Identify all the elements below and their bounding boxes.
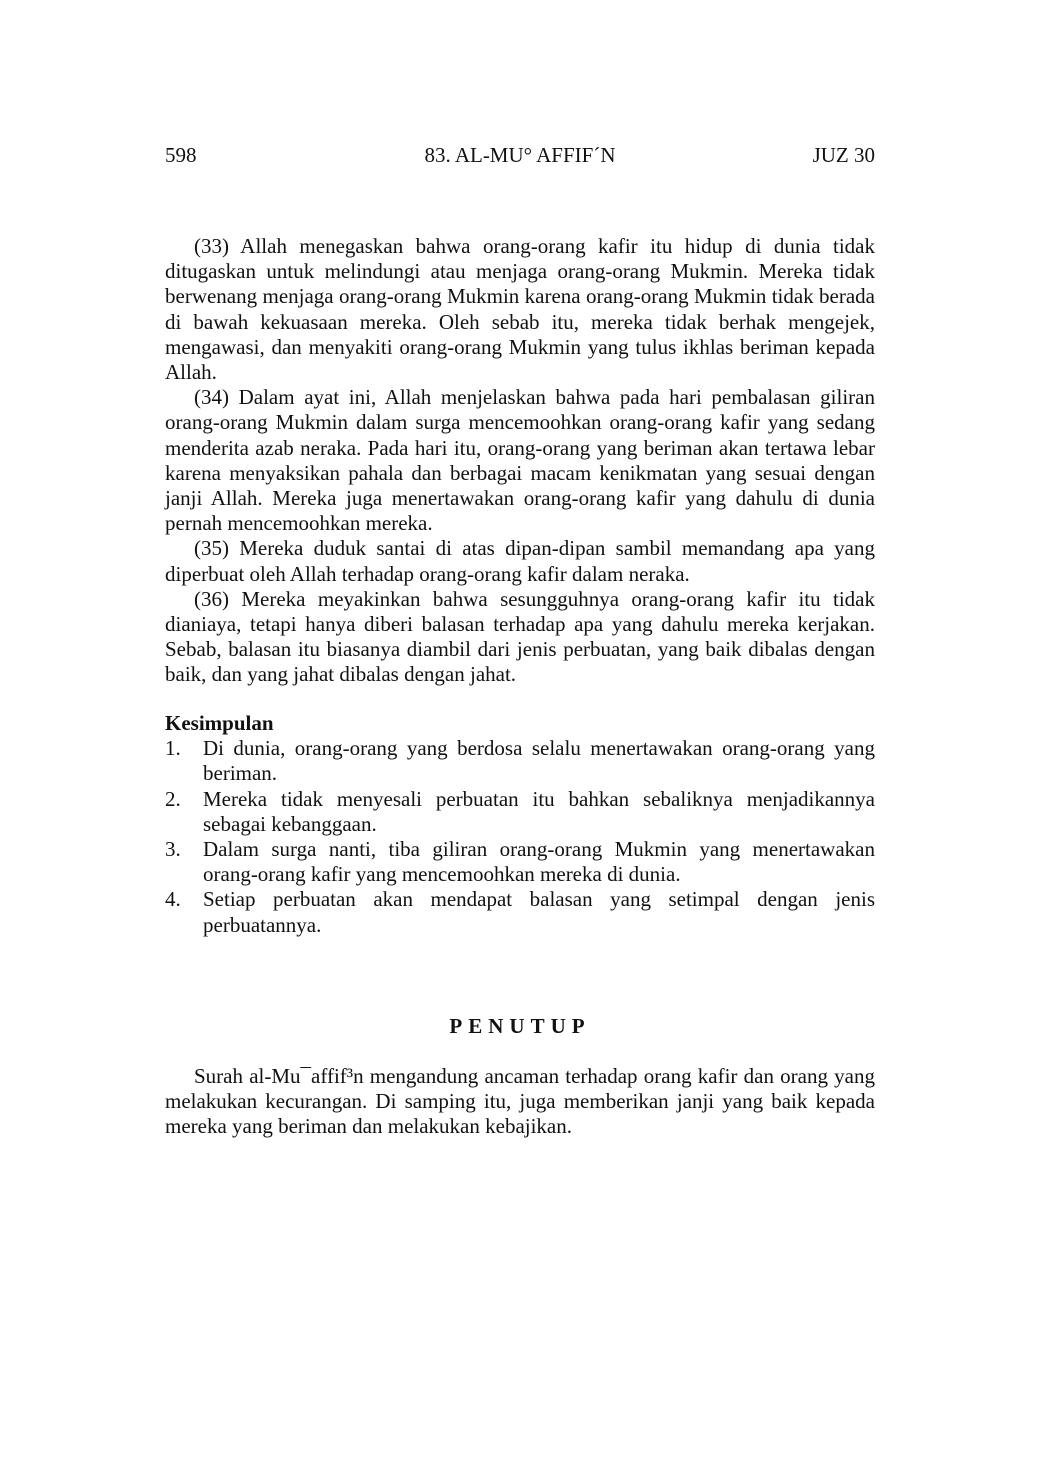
paragraph-36: (36) Mereka meyakinkan bahwa sesungguhnya orang-orang kafir itu tidak dianiaya, tetapi hanya diberi balasan terhadap apa yang dahulu mereka kerjakan. Sebab, balasan itu biasanya diambil dari jenis perbuatan, yang baik dibalas dengan baik, dan yang jahat dibalas dengan jahat. — [165, 586, 875, 687]
closing-heading: PENUTUP — [449, 1014, 591, 1038]
item-number: 2. — [165, 786, 181, 811]
conclusion-item — [165, 837, 875, 887]
conclusion-heading: Kesimpulan — [165, 711, 274, 735]
paragraph-35: (35) Mereka duduk santai di atas dipan-dipan sambil memandang apa yang diperbuat oleh Allah terhadap orang-orang kafir dalam neraka. — [165, 536, 875, 586]
item-text: Dalam surga nanti, tiba giliran orang-orang Mukmin yang menertawakan orang-orang kafir yang mencemoohkan mereka di dunia. — [203, 837, 875, 887]
juz-label: JUZ 30 — [812, 143, 875, 167]
closing-paragraph: Surah al-Mu¯affif³n mengandung ancaman terhadap orang kafir dan orang yang melakukan kecurangan. Di samping itu, juga memberikan janji yang baik kepada mereka yang beriman dan melakukan kebajikan. — [165, 1064, 875, 1139]
chapter-title: 83. AL-MU° AFFIF´N — [424, 143, 616, 167]
conclusion-item — [165, 887, 875, 937]
item-number: 4. — [165, 887, 181, 912]
item-text: Di dunia, orang-orang yang berdosa selalu menertawakan orang-orang yang beriman. — [203, 736, 875, 786]
conclusion-list — [165, 736, 875, 938]
page-number: 598 — [165, 143, 197, 167]
item-text: Setiap perbuatan akan mendapat balasan yang setimpal dengan jenis perbuatannya. — [203, 887, 875, 937]
conclusion-item — [165, 736, 875, 786]
item-number: 1. — [165, 736, 181, 761]
item-number: 3. — [165, 837, 181, 862]
closing-section — [165, 1064, 875, 1140]
paragraph-33: (33) Allah menegaskan bahwa orang-orang kafir itu hidup di dunia tidak ditugaskan untuk melindungi atau menjaga orang-orang Mukmin. Mereka tidak berwenang menjaga orang-orang Mukmin karena orang-orang Mukmin tidak berada di bawah kekuasaan mereka. Oleh sebab itu, mereka tidak berhak mengejek, mengawasi, dan menyakiti orang-orang Mukmin yang tulus ikhlas beriman kepada Allah. — [165, 234, 875, 385]
page-header — [165, 143, 875, 173]
paragraph-34: (34) Dalam ayat ini, Allah menjelaskan bahwa pada hari pembalasan giliran orang-orang Mukmin dalam surga mencemoohkan orang-orang kafir yang sedang menderita azab neraka. Pada hari itu, orang-orang yang beriman akan tertawa lebar karena menyaksikan pahala dan berbagai macam kenikmatan yang sesuai dengan janji Allah. Mereka juga menertawakan orang-orang kafir yang dahulu di dunia pernah mencemoohkan mereka. — [165, 385, 875, 536]
conclusion-section — [165, 711, 875, 938]
conclusion-item — [165, 787, 875, 837]
item-text: Mereka tidak menyesali perbuatan itu bahkan sebaliknya menjadikannya sebagai kebanggaan. — [203, 786, 875, 836]
commentary-text — [165, 234, 875, 688]
